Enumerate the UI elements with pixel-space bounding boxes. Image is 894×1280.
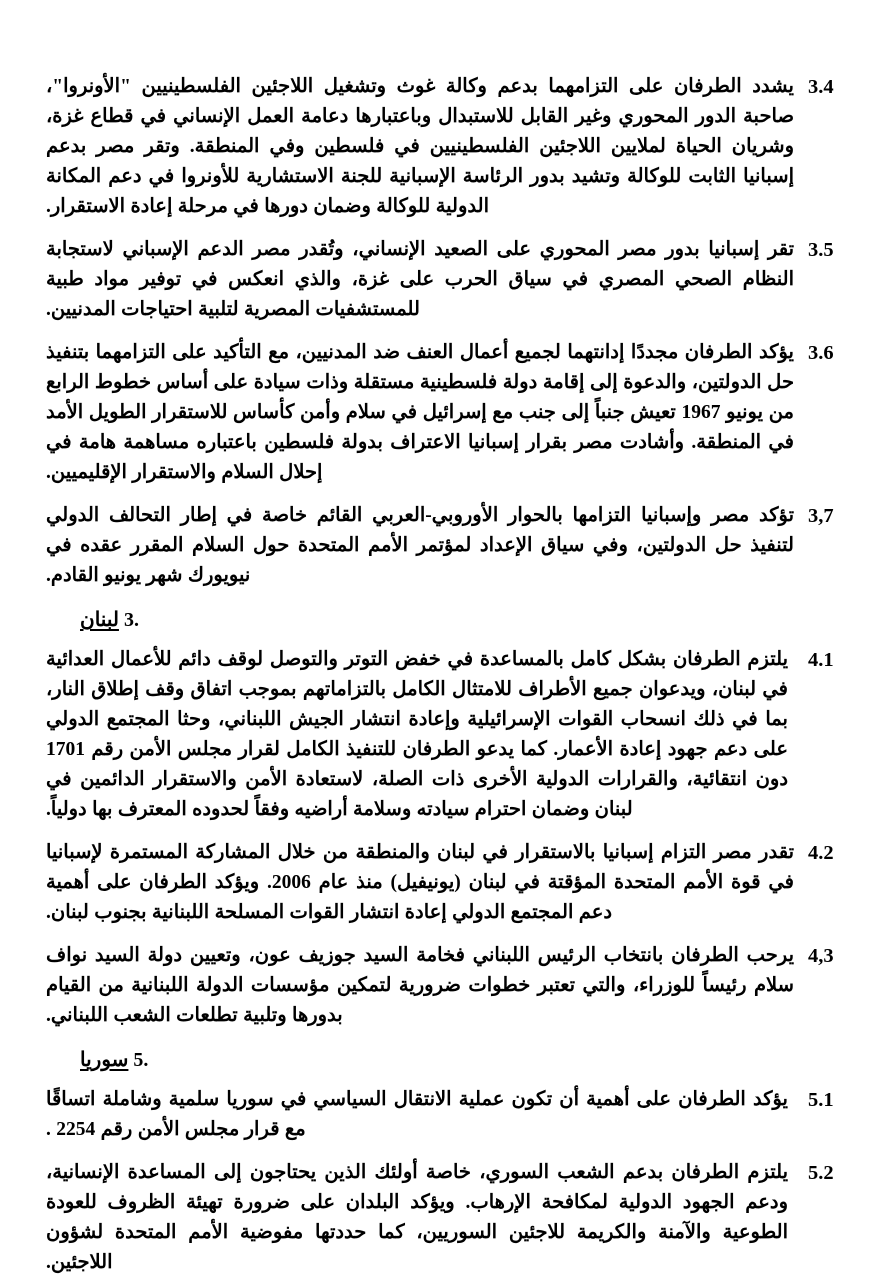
- clause-5-1: [46, 1085, 848, 1145]
- clause-4-2: [46, 838, 848, 928]
- clause-text: تؤكد مصر وإسبانيا التزامها بالحوار الأوروبي-العربي القائم خاصة في إطار التحالف الدولي لتنفيذ حل الدولتين، وفي سياق الإعداد لمؤتمر الأمم المتحدة حول السلام المقرر عقده في نيويورك شهر يونيو القادم.: [46, 505, 794, 586]
- section-title: لبنان: [80, 609, 119, 631]
- section-heading-syria: [46, 1045, 848, 1075]
- clause-number: 3,7: [808, 505, 834, 527]
- clause-4-3: [46, 941, 848, 1031]
- clause-number: 5.2: [808, 1162, 834, 1184]
- clause-text: يرحب الطرفان بانتخاب الرئيس اللبناني فخامة السيد جوزيف عون، وتعيين دولة السيد نواف سلام رئيساً للوزراء، والتي تعتبر خطوات ضرورية لتمكين مؤسسات الدولة اللبنانية من القيام بدورها وتلبية تطلعات الشعب اللبناني.: [46, 945, 794, 1026]
- clause-number: 5.1: [808, 1089, 834, 1111]
- clause-text: تقر إسبانيا بدور مصر المحوري على الصعيد الإنساني، وتُقدر مصر الدعم الإسباني لاستجابة النظام الصحي المصري في سياق الحرب على غزة، والذي انعكس في توفير مواد طبية للمستشفيات المصرية لتلبية احتياجات المدنيين.: [46, 239, 794, 320]
- clause-3-5: [46, 235, 848, 325]
- clause-4-1: [46, 645, 848, 825]
- clause-text: يلتزم الطرفان بشكل كامل بالمساعدة في خفض التوتر والتوصل لوقف دائم للأعمال العدائية في لبنان، ويدعوان جميع الأطراف للامتثال الكامل بالتزاماتهم بموجب اتفاق وقف إطلاق النار، بما في ذلك انسحاب القوات الإسرائيلية وإعادة انتشار الجيش اللبناني، وحثا المجتمع الدولي على دعم جهود إعادة الأعمار. كما يدعو الطرفان للتنفيذ الكامل لقرار مجلس الأمن رقم 1701 دون انتقائية، والقرارات الدولية الأخرى ذات الصلة، لاستعادة الأمن والاستقرار الدائمين في لبنان وضمان احترام سيادته وسلامة أراضيه وفقاً لحدوده المعترف بها دولياً.: [46, 649, 788, 820]
- clause-text: يشدد الطرفان على التزامهما بدعم وكالة غوث وتشغيل اللاجئين الفلسطينيين "الأونروا"، صاحبة الدور المحوري وغير القابل للاستبدال وباعتبارها دعامة العمل الإنساني في قطاع غزة، وشريان الحياة لملايين اللاجئين الفلسطينيين في فلسطين وفي المنطقة. وتقر مصر بدعم إسبانيا الثابت للوكالة وتشيد بدور الرئاسة الإسبانية للجنة الاستشارية للأونروا في دعم المكانة الدولية للوكالة وضمان دورها في مرحلة إعادة الاستقرار.: [46, 76, 794, 217]
- clause-text: تقدر مصر التزام إسبانيا بالاستقرار في لبنان والمنطقة من خلال المشاركة المستمرة لإسبانيا في قوة الأمم المتحدة المؤقتة في لبنان (يونيفيل) منذ عام 2006. ويؤكد الطرفان على أهمية دعم المجتمع الدولي إعادة انتشار القوات المسلحة اللبنانية بجنوب لبنان.: [46, 842, 794, 923]
- clause-text: يؤكد الطرفان على أهمية أن تكون عملية الانتقال السياسي في سوريا سلمية وشاملة اتساقًا مع قرار مجلس الأمن رقم 2254 .: [46, 1089, 788, 1140]
- section-heading-lebanon: [46, 605, 848, 635]
- section-number: 5.: [133, 1049, 149, 1071]
- clause-3-4: [46, 72, 848, 222]
- clause-number: 4.2: [808, 842, 834, 864]
- clause-3-6: [46, 338, 848, 488]
- clause-5-2: [46, 1158, 848, 1278]
- section-title: سوريا: [80, 1049, 129, 1071]
- clause-3-7: [46, 501, 848, 591]
- clause-number: 4.1: [808, 649, 834, 671]
- clause-number: 3.4: [808, 76, 834, 98]
- clause-text: يلتزم الطرفان بدعم الشعب السوري، خاصة أولئك الذين يحتاجون إلى المساعدة الإنسانية، ودعم الجهود الدولية لمكافحة الإرهاب. ويؤكد البلدان على ضرورة تهيئة الظروف للعودة الطوعية والآمنة والكريمة للاجئين السوريين، كما حددتها مفوضية الأمم المتحدة لشؤون اللاجئين.: [46, 1162, 788, 1273]
- clause-number: 3.6: [808, 342, 834, 364]
- clause-number: 3.5: [808, 239, 834, 261]
- clause-text: يؤكد الطرفان مجددًا إدانتهما لجميع أعمال العنف ضد المدنيين، مع التأكيد على التزامهما بتنفيذ حل الدولتين، والدعوة إلى إقامة دولة فلسطينية مستقلة وذات سيادة على أساس خطوط الرابع من يونيو 1967 تعيش جنباً إلى جنب مع إسرائيل في سلام وأمن كأساس للاستقرار الطويل الأمد في المنطقة. وأشادت مصر بقرار إسبانيا الاعتراف بدولة فلسطين باعتباره مساهمة هامة في إحلال السلام والاستقرار الإقليميين.: [46, 342, 794, 483]
- section-number: 3.: [123, 609, 139, 631]
- clause-number: 4,3: [808, 945, 834, 967]
